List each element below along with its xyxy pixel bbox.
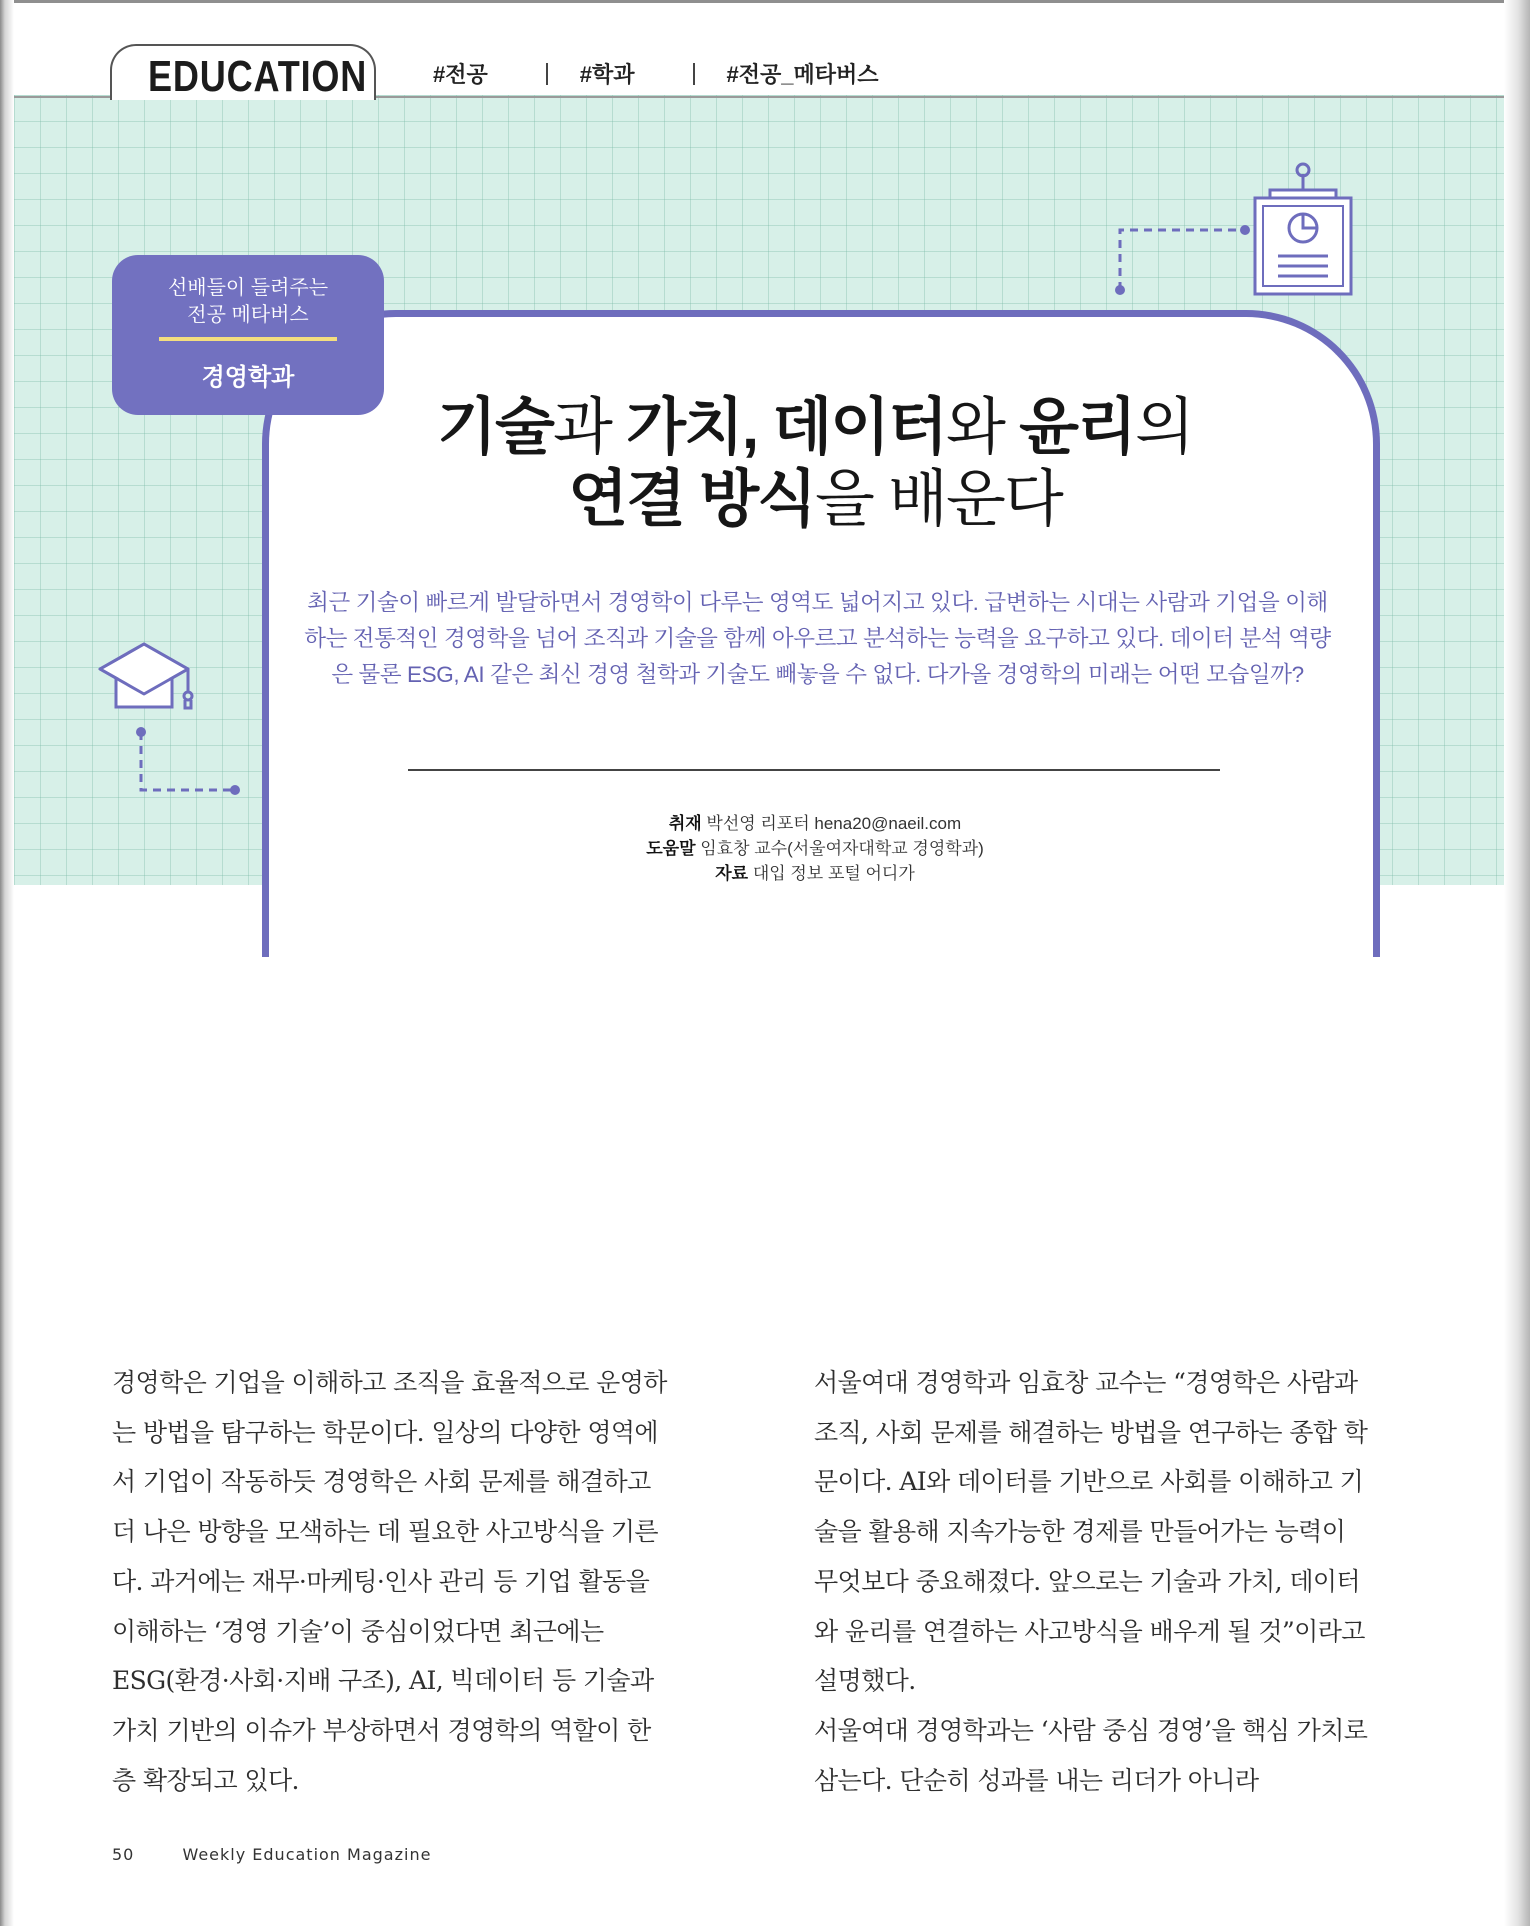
headline-part: 을 배운다 [815, 465, 1062, 534]
credit-text: 임효창 교수(서울여자대학교 경영학과) [700, 839, 984, 858]
credit-label: 자료 [715, 864, 749, 883]
credit-label: 도움말 [646, 839, 696, 858]
credit-line [330, 861, 1300, 886]
credit-line [330, 811, 1300, 836]
headline-part: 의 [1134, 393, 1193, 462]
credits-divider [408, 769, 1220, 771]
article-headline [280, 392, 1350, 536]
headline-part: 연결 방식 [568, 465, 815, 534]
headline-part: 와 [946, 393, 1020, 462]
headline-part: 가치, [626, 393, 773, 462]
hashtag: #전공_메타버스 [726, 62, 879, 87]
credit-label: 취재 [668, 814, 702, 833]
headline-part: 데이터 [772, 393, 947, 462]
badge-divider [159, 337, 337, 341]
body-column-right [814, 1358, 1374, 1805]
credit-text: 대입 정보 포털 어디가 [752, 864, 915, 883]
hashtag-list [415, 58, 896, 89]
badge-major: 경영학과 [201, 364, 295, 391]
top-border [14, 0, 1504, 3]
badge-series-line1: 선배들이 들려주는 [167, 277, 329, 299]
body-paragraph: 경영학은 기업을 이해하고 조직을 효율적으로 운영하는 방법을 탐구하는 학문이다. 일상의 다양한 영역에서 기업이 작동하듯 경영학은 사회 문제를 해결하고 더 나은 방향을 모색하는 데 필요한 사고방식을 기른다. 과거에는 재무·마케팅·인사 관리 등 기업 활동을 이해하는 ‘경영 기술’이 중심이었다면 최근에는 ESG(환경·사회·지배 구조), AI, 빅데이터 등 기술과 가치 기반의 이슈가 부상하면서 경영학의 역할이 한층 확장되고 있다. [112, 1368, 667, 1795]
hashtag: #학과 [579, 62, 635, 87]
page-footer [112, 1845, 431, 1864]
body-paragraph: 서울여대 경영학과 임효창 교수는 “경영학은 사람과 조직, 사회 문제를 해결하는 방법을 연구하는 종합 학문이다. AI와 데이터를 기반으로 사회를 이해하고 기술을 활용해 지속가능한 경제를 만들어가는 능력이 무엇보다 중요해졌다. 앞으로는 기술과 가치, 데이터와 윤리를 연결하는 사고방식을 배우게 될 것”이라고 설명했다. [814, 1368, 1368, 1696]
body-column-left [112, 1358, 672, 1805]
article-credits [330, 811, 1300, 886]
headline-part: 기술 [437, 393, 553, 462]
series-badge [112, 255, 384, 415]
headline-part: 과 [552, 393, 627, 462]
badge-series-line2: 전공 메타버스 [187, 304, 309, 326]
page-number: 50 [112, 1845, 135, 1864]
tag-separator [693, 63, 695, 85]
clipboard-chart-icon [1110, 160, 1350, 300]
lead-paragraph: 최근 기술이 빠르게 발달하면서 경영학이 다루는 영역도 넓어지고 있다. 급변하는 시대는 사람과 기업을 이해하는 전통적인 경영학을 넘어 조직과 기술을 함께 아우르고 분석하는 능력을 요구하고 있다. 데이터 분석 역량은 물론 ESG, AI 같은 최신 경영 철학과 기술도 빼놓을 수 없다. 다가올 경영학의 미래는 어떤 모습일까? [304, 590, 1331, 687]
tag-separator [546, 63, 548, 85]
page-edge-right [1504, 0, 1530, 1926]
credit-line [330, 836, 1300, 861]
body-paragraph: 서울여대 경영학과는 ‘사람 중심 경영’을 핵심 가치로 삼는다. 단순히 성과를 내는 리더가 아니라 [814, 1715, 1368, 1795]
graduation-cap-icon [96, 636, 256, 806]
section-title: EDUCATION [148, 52, 368, 101]
magazine-name: Weekly Education Magazine [182, 1845, 432, 1864]
credit-text: 박선영 리포터 hena20@naeil.com [706, 814, 962, 833]
headline-part: 윤리 [1019, 393, 1135, 462]
page-edge-left [0, 0, 14, 1926]
hashtag: #전공 [433, 62, 488, 87]
